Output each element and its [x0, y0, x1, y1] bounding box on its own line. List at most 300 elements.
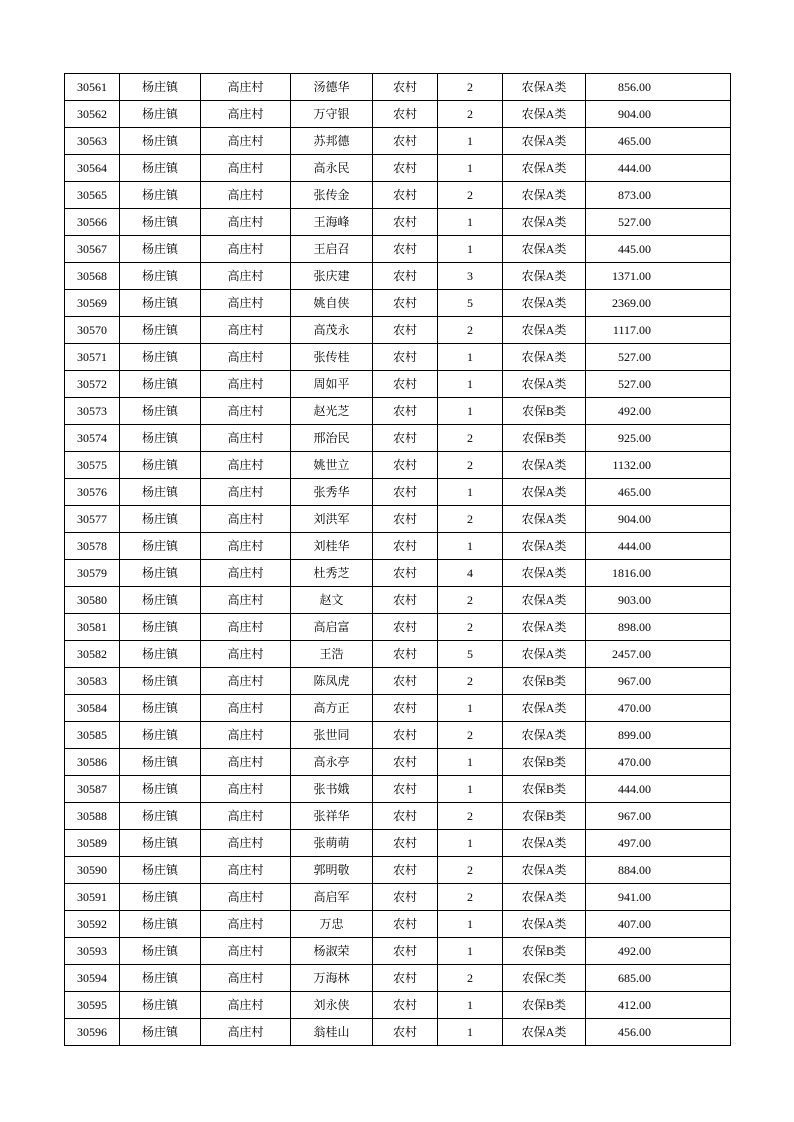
cell-amount: 903.00: [586, 587, 731, 614]
cell-name: 杜秀芝: [291, 560, 373, 587]
cell-person-count: 2: [438, 101, 503, 128]
cell-town: 杨庄镇: [120, 371, 201, 398]
cell-town: 杨庄镇: [120, 344, 201, 371]
cell-amount: 1816.00: [586, 560, 731, 587]
cell-amount: 470.00: [586, 695, 731, 722]
cell-name: 高永亭: [291, 749, 373, 776]
cell-residence-type: 农村: [373, 992, 438, 1019]
cell-village: 高庄村: [201, 506, 291, 533]
cell-residence-type: 农村: [373, 641, 438, 668]
cell-village: 高庄村: [201, 182, 291, 209]
cell-id: 30567: [65, 236, 120, 263]
cell-insurance-category: 农保A类: [503, 128, 586, 155]
cell-residence-type: 农村: [373, 371, 438, 398]
table-row: [65, 533, 731, 560]
cell-insurance-category: 农保B类: [503, 992, 586, 1019]
cell-village: 高庄村: [201, 938, 291, 965]
cell-person-count: 2: [438, 965, 503, 992]
cell-residence-type: 农村: [373, 533, 438, 560]
cell-insurance-category: 农保A类: [503, 155, 586, 182]
cell-id: 30594: [65, 965, 120, 992]
cell-residence-type: 农村: [373, 857, 438, 884]
cell-town: 杨庄镇: [120, 992, 201, 1019]
cell-town: 杨庄镇: [120, 722, 201, 749]
cell-person-count: 2: [438, 74, 503, 101]
table-row: [65, 587, 731, 614]
table-row: [65, 236, 731, 263]
cell-person-count: 1: [438, 371, 503, 398]
cell-name: 张世同: [291, 722, 373, 749]
cell-id: 30570: [65, 317, 120, 344]
cell-residence-type: 农村: [373, 452, 438, 479]
cell-insurance-category: 农保A类: [503, 479, 586, 506]
cell-insurance-category: 农保A类: [503, 695, 586, 722]
cell-town: 杨庄镇: [120, 641, 201, 668]
cell-id: 30581: [65, 614, 120, 641]
cell-town: 杨庄镇: [120, 398, 201, 425]
cell-amount: 1117.00: [586, 317, 731, 344]
cell-name: 翁桂山: [291, 1019, 373, 1046]
table-row: [65, 398, 731, 425]
cell-residence-type: 农村: [373, 425, 438, 452]
cell-insurance-category: 农保A类: [503, 344, 586, 371]
cell-name: 姚自侠: [291, 290, 373, 317]
cell-village: 高庄村: [201, 722, 291, 749]
cell-name: 高茂永: [291, 317, 373, 344]
cell-town: 杨庄镇: [120, 479, 201, 506]
cell-amount: 527.00: [586, 371, 731, 398]
cell-insurance-category: 农保A类: [503, 101, 586, 128]
cell-town: 杨庄镇: [120, 614, 201, 641]
table-row: [65, 560, 731, 587]
cell-name: 万忠: [291, 911, 373, 938]
cell-id: 30585: [65, 722, 120, 749]
cell-amount: 967.00: [586, 803, 731, 830]
cell-name: 张庆建: [291, 263, 373, 290]
cell-insurance-category: 农保B类: [503, 776, 586, 803]
cell-town: 杨庄镇: [120, 533, 201, 560]
cell-residence-type: 农村: [373, 560, 438, 587]
cell-id: 30583: [65, 668, 120, 695]
cell-id: 30586: [65, 749, 120, 776]
cell-insurance-category: 农保B类: [503, 749, 586, 776]
cell-name: 王海峰: [291, 209, 373, 236]
table-row: [65, 857, 731, 884]
cell-person-count: 5: [438, 641, 503, 668]
cell-person-count: 2: [438, 884, 503, 911]
cell-insurance-category: 农保A类: [503, 452, 586, 479]
cell-id: 30579: [65, 560, 120, 587]
cell-id: 30573: [65, 398, 120, 425]
cell-amount: 492.00: [586, 398, 731, 425]
cell-village: 高庄村: [201, 317, 291, 344]
cell-person-count: 3: [438, 263, 503, 290]
cell-village: 高庄村: [201, 128, 291, 155]
cell-village: 高庄村: [201, 992, 291, 1019]
cell-insurance-category: 农保A类: [503, 74, 586, 101]
cell-town: 杨庄镇: [120, 938, 201, 965]
cell-town: 杨庄镇: [120, 209, 201, 236]
cell-name: 陈凤虎: [291, 668, 373, 695]
cell-person-count: 2: [438, 668, 503, 695]
cell-id: 30587: [65, 776, 120, 803]
cell-person-count: 1: [438, 209, 503, 236]
cell-village: 高庄村: [201, 830, 291, 857]
cell-id: 30593: [65, 938, 120, 965]
cell-residence-type: 农村: [373, 938, 438, 965]
cell-town: 杨庄镇: [120, 506, 201, 533]
cell-insurance-category: 农保A类: [503, 857, 586, 884]
cell-amount: 470.00: [586, 749, 731, 776]
cell-name: 周如平: [291, 371, 373, 398]
cell-insurance-category: 农保B类: [503, 803, 586, 830]
cell-insurance-category: 农保A类: [503, 830, 586, 857]
cell-insurance-category: 农保A类: [503, 722, 586, 749]
cell-person-count: 1: [438, 992, 503, 1019]
table-row: [65, 614, 731, 641]
cell-village: 高庄村: [201, 344, 291, 371]
cell-town: 杨庄镇: [120, 749, 201, 776]
cell-id: 30574: [65, 425, 120, 452]
cell-amount: 456.00: [586, 1019, 731, 1046]
cell-town: 杨庄镇: [120, 263, 201, 290]
table-row: [65, 668, 731, 695]
cell-name: 邢治民: [291, 425, 373, 452]
cell-name: 高方正: [291, 695, 373, 722]
cell-residence-type: 农村: [373, 479, 438, 506]
cell-residence-type: 农村: [373, 263, 438, 290]
cell-residence-type: 农村: [373, 776, 438, 803]
cell-residence-type: 农村: [373, 911, 438, 938]
cell-village: 高庄村: [201, 290, 291, 317]
cell-id: 30596: [65, 1019, 120, 1046]
cell-insurance-category: 农保B类: [503, 398, 586, 425]
cell-amount: 412.00: [586, 992, 731, 1019]
cell-person-count: 1: [438, 911, 503, 938]
cell-town: 杨庄镇: [120, 290, 201, 317]
cell-person-count: 2: [438, 452, 503, 479]
records-table: [64, 73, 731, 1046]
cell-id: 30588: [65, 803, 120, 830]
cell-name: 刘永侠: [291, 992, 373, 1019]
cell-town: 杨庄镇: [120, 1019, 201, 1046]
cell-insurance-category: 农保B类: [503, 668, 586, 695]
cell-id: 30566: [65, 209, 120, 236]
cell-amount: 967.00: [586, 668, 731, 695]
cell-amount: 941.00: [586, 884, 731, 911]
cell-person-count: 2: [438, 722, 503, 749]
cell-village: 高庄村: [201, 695, 291, 722]
cell-town: 杨庄镇: [120, 452, 201, 479]
cell-village: 高庄村: [201, 776, 291, 803]
cell-residence-type: 农村: [373, 344, 438, 371]
cell-village: 高庄村: [201, 965, 291, 992]
table-row: [65, 884, 731, 911]
table-row: [65, 263, 731, 290]
cell-insurance-category: 农保A类: [503, 263, 586, 290]
cell-name: 张传桂: [291, 344, 373, 371]
cell-town: 杨庄镇: [120, 128, 201, 155]
cell-insurance-category: 农保A类: [503, 182, 586, 209]
cell-town: 杨庄镇: [120, 911, 201, 938]
cell-person-count: 2: [438, 587, 503, 614]
cell-village: 高庄村: [201, 263, 291, 290]
table-row: [65, 317, 731, 344]
cell-amount: 856.00: [586, 74, 731, 101]
cell-village: 高庄村: [201, 587, 291, 614]
cell-residence-type: 农村: [373, 155, 438, 182]
cell-amount: 465.00: [586, 128, 731, 155]
cell-village: 高庄村: [201, 236, 291, 263]
cell-residence-type: 农村: [373, 182, 438, 209]
cell-residence-type: 农村: [373, 884, 438, 911]
cell-insurance-category: 农保A类: [503, 209, 586, 236]
cell-amount: 2369.00: [586, 290, 731, 317]
table-row: [65, 695, 731, 722]
cell-amount: 1132.00: [586, 452, 731, 479]
cell-amount: 899.00: [586, 722, 731, 749]
cell-village: 高庄村: [201, 803, 291, 830]
table-row: [65, 506, 731, 533]
cell-id: 30584: [65, 695, 120, 722]
cell-amount: 904.00: [586, 101, 731, 128]
cell-village: 高庄村: [201, 452, 291, 479]
cell-residence-type: 农村: [373, 317, 438, 344]
cell-residence-type: 农村: [373, 101, 438, 128]
table-row: [65, 101, 731, 128]
table-row: [65, 452, 731, 479]
cell-amount: 407.00: [586, 911, 731, 938]
table-row: [65, 371, 731, 398]
cell-village: 高庄村: [201, 533, 291, 560]
table-row: [65, 425, 731, 452]
cell-person-count: 2: [438, 857, 503, 884]
cell-person-count: 2: [438, 317, 503, 344]
cell-insurance-category: 农保A类: [503, 587, 586, 614]
table-row: [65, 830, 731, 857]
cell-id: 30575: [65, 452, 120, 479]
cell-village: 高庄村: [201, 425, 291, 452]
cell-id: 30571: [65, 344, 120, 371]
cell-town: 杨庄镇: [120, 668, 201, 695]
cell-name: 王浩: [291, 641, 373, 668]
cell-person-count: 1: [438, 479, 503, 506]
table-row: [65, 344, 731, 371]
cell-name: 刘桂华: [291, 533, 373, 560]
cell-residence-type: 农村: [373, 830, 438, 857]
cell-village: 高庄村: [201, 479, 291, 506]
cell-id: 30592: [65, 911, 120, 938]
cell-name: 赵光芝: [291, 398, 373, 425]
table-row: [65, 938, 731, 965]
cell-person-count: 1: [438, 830, 503, 857]
table-row: [65, 911, 731, 938]
cell-name: 郭明敬: [291, 857, 373, 884]
cell-person-count: 1: [438, 749, 503, 776]
cell-amount: 444.00: [586, 533, 731, 560]
cell-village: 高庄村: [201, 911, 291, 938]
cell-amount: 925.00: [586, 425, 731, 452]
cell-insurance-category: 农保B类: [503, 425, 586, 452]
cell-insurance-category: 农保C类: [503, 965, 586, 992]
cell-id: 30580: [65, 587, 120, 614]
cell-amount: 898.00: [586, 614, 731, 641]
cell-village: 高庄村: [201, 371, 291, 398]
cell-person-count: 1: [438, 1019, 503, 1046]
cell-id: 30563: [65, 128, 120, 155]
cell-amount: 884.00: [586, 857, 731, 884]
cell-town: 杨庄镇: [120, 425, 201, 452]
cell-residence-type: 农村: [373, 209, 438, 236]
cell-person-count: 2: [438, 506, 503, 533]
cell-residence-type: 农村: [373, 128, 438, 155]
cell-insurance-category: 农保A类: [503, 236, 586, 263]
cell-village: 高庄村: [201, 101, 291, 128]
cell-insurance-category: 农保A类: [503, 614, 586, 641]
cell-name: 赵文: [291, 587, 373, 614]
cell-id: 30562: [65, 101, 120, 128]
cell-residence-type: 农村: [373, 1019, 438, 1046]
cell-person-count: 1: [438, 695, 503, 722]
cell-person-count: 2: [438, 803, 503, 830]
cell-person-count: 1: [438, 938, 503, 965]
cell-town: 杨庄镇: [120, 830, 201, 857]
cell-residence-type: 农村: [373, 668, 438, 695]
cell-name: 张萌萌: [291, 830, 373, 857]
cell-name: 汤德华: [291, 74, 373, 101]
table-row: [65, 749, 731, 776]
table-row: [65, 992, 731, 1019]
cell-amount: 465.00: [586, 479, 731, 506]
cell-amount: 527.00: [586, 209, 731, 236]
cell-amount: 444.00: [586, 155, 731, 182]
cell-insurance-category: 农保A类: [503, 560, 586, 587]
cell-name: 张传金: [291, 182, 373, 209]
table-row: [65, 182, 731, 209]
cell-name: 杨淑荣: [291, 938, 373, 965]
cell-id: 30590: [65, 857, 120, 884]
cell-amount: 527.00: [586, 344, 731, 371]
table-row: [65, 479, 731, 506]
cell-insurance-category: 农保A类: [503, 317, 586, 344]
cell-person-count: 1: [438, 155, 503, 182]
cell-town: 杨庄镇: [120, 965, 201, 992]
cell-insurance-category: 农保A类: [503, 1019, 586, 1046]
cell-village: 高庄村: [201, 155, 291, 182]
cell-village: 高庄村: [201, 74, 291, 101]
cell-id: 30572: [65, 371, 120, 398]
cell-residence-type: 农村: [373, 398, 438, 425]
table-row: [65, 776, 731, 803]
cell-village: 高庄村: [201, 560, 291, 587]
cell-amount: 497.00: [586, 830, 731, 857]
cell-id: 30565: [65, 182, 120, 209]
cell-insurance-category: 农保A类: [503, 911, 586, 938]
cell-id: 30569: [65, 290, 120, 317]
table-row: [65, 1019, 731, 1046]
cell-town: 杨庄镇: [120, 236, 201, 263]
cell-village: 高庄村: [201, 398, 291, 425]
cell-amount: 904.00: [586, 506, 731, 533]
table-row: [65, 803, 731, 830]
cell-residence-type: 农村: [373, 722, 438, 749]
cell-id: 30564: [65, 155, 120, 182]
cell-amount: 445.00: [586, 236, 731, 263]
cell-person-count: 1: [438, 533, 503, 560]
cell-amount: 685.00: [586, 965, 731, 992]
cell-residence-type: 农村: [373, 803, 438, 830]
cell-name: 万海林: [291, 965, 373, 992]
cell-amount: 2457.00: [586, 641, 731, 668]
cell-residence-type: 农村: [373, 587, 438, 614]
table-row: [65, 641, 731, 668]
cell-person-count: 4: [438, 560, 503, 587]
cell-person-count: 1: [438, 236, 503, 263]
cell-residence-type: 农村: [373, 236, 438, 263]
cell-town: 杨庄镇: [120, 776, 201, 803]
cell-residence-type: 农村: [373, 695, 438, 722]
cell-person-count: 1: [438, 344, 503, 371]
cell-village: 高庄村: [201, 668, 291, 695]
cell-town: 杨庄镇: [120, 884, 201, 911]
cell-id: 30561: [65, 74, 120, 101]
table-row: [65, 290, 731, 317]
cell-id: 30578: [65, 533, 120, 560]
cell-village: 高庄村: [201, 884, 291, 911]
cell-name: 高启富: [291, 614, 373, 641]
cell-amount: 1371.00: [586, 263, 731, 290]
cell-id: 30591: [65, 884, 120, 911]
cell-village: 高庄村: [201, 1019, 291, 1046]
cell-amount: 873.00: [586, 182, 731, 209]
cell-person-count: 1: [438, 128, 503, 155]
cell-village: 高庄村: [201, 209, 291, 236]
table-row: [65, 128, 731, 155]
cell-name: 张祥华: [291, 803, 373, 830]
cell-residence-type: 农村: [373, 74, 438, 101]
cell-residence-type: 农村: [373, 506, 438, 533]
cell-id: 30577: [65, 506, 120, 533]
cell-town: 杨庄镇: [120, 857, 201, 884]
cell-insurance-category: 农保A类: [503, 506, 586, 533]
cell-id: 30568: [65, 263, 120, 290]
cell-residence-type: 农村: [373, 749, 438, 776]
cell-amount: 492.00: [586, 938, 731, 965]
cell-name: 高永民: [291, 155, 373, 182]
cell-person-count: 2: [438, 425, 503, 452]
cell-name: 高启军: [291, 884, 373, 911]
cell-name: 张书娥: [291, 776, 373, 803]
cell-insurance-category: 农保A类: [503, 371, 586, 398]
cell-name: 王启召: [291, 236, 373, 263]
cell-id: 30589: [65, 830, 120, 857]
cell-person-count: 5: [438, 290, 503, 317]
cell-village: 高庄村: [201, 614, 291, 641]
cell-person-count: 1: [438, 398, 503, 425]
cell-town: 杨庄镇: [120, 101, 201, 128]
cell-town: 杨庄镇: [120, 803, 201, 830]
cell-person-count: 2: [438, 614, 503, 641]
cell-residence-type: 农村: [373, 965, 438, 992]
cell-person-count: 1: [438, 776, 503, 803]
cell-town: 杨庄镇: [120, 182, 201, 209]
cell-village: 高庄村: [201, 641, 291, 668]
cell-amount: 444.00: [586, 776, 731, 803]
table-row: [65, 74, 731, 101]
table-row: [65, 155, 731, 182]
cell-insurance-category: 农保A类: [503, 641, 586, 668]
cell-id: 30582: [65, 641, 120, 668]
